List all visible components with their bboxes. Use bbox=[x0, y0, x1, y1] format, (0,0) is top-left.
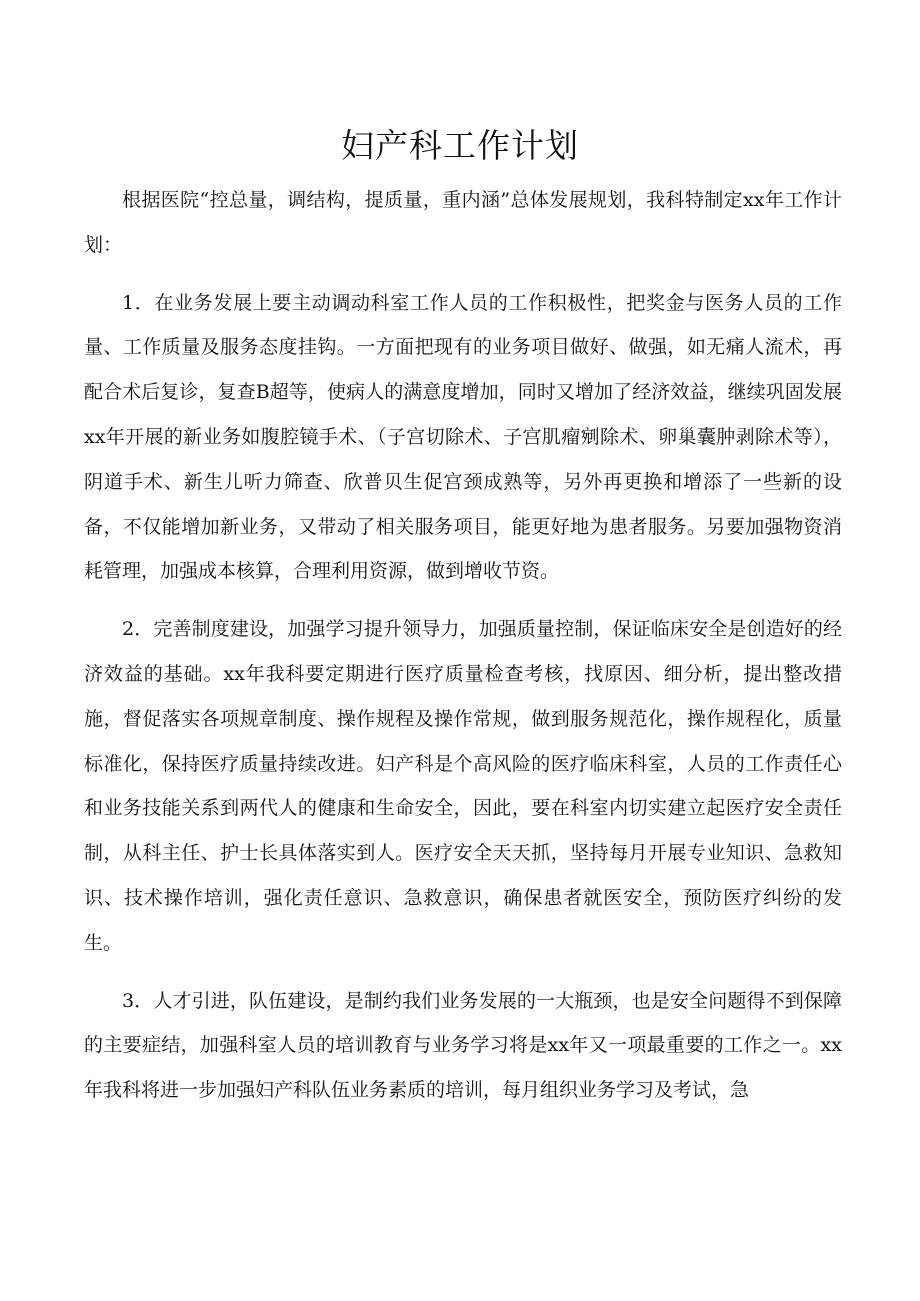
document-title: 妇产科工作计划 bbox=[341, 126, 579, 165]
intro-paragraph: 根据医院“控总量，调结构，提质量，重内涵”总体发展规划，我科特制定xx年工作计划： bbox=[84, 189, 842, 256]
section-1-paragraph: 1．在业务发展上要主动调动科室工作人员的工作积极性，把奖金与医务人员的工作量、工作质量及服务态度挂钩。一方面把现有的业务项目做好、做强，如无痛人流术，再配合术后复诊，复查B超等，使病人的满意度增加，同时又增加了经济效益，继续巩固发展xx年开展的新业务如腹腔镜手术、（子宫切除术、子宫肌瘤剜除术、卵巢囊肿剥除术等），阴道手术、新生儿听力筛查、欣普贝生促宫颈成熟等，另外再更换和增添了一些新的设备，不仅能增加新业务，又带动了相关服务项目，能更好地为患者服务。另要加强物资消耗管理，加强成本核算，合理利用资源，做到增收节资。 bbox=[84, 291, 842, 583]
section-3-paragraph: 3．人才引进，队伍建设，是制约我们业务发展的一大瓶颈，也是安全问题得不到保障的主要症结，加强科室人员的培训教育与业务学习将是xx年又一项最重要的工作之一。xx年我科将进一步加强妇产科队伍业务素质的培训，每月组织业务学习及考试，急 bbox=[84, 989, 842, 1102]
document-body bbox=[84, 178, 842, 1113]
section-2-paragraph: 2．完善制度建设，加强学习提升领导力，加强质量控制，保证临床安全是创造好的经济效益的基础。xx年我科要定期进行医疗质量检查考核，找原因、细分析，提出整改措施，督促落实各项规章制度、操作规程及操作常规，做到服务规范化，操作规程化，质量标准化，保持医疗质量持续改进。妇产科是个高风险的医疗临床科室，人员的工作责任心和业务技能关系到两代人的健康和生命安全，因此，要在科室内切实建立起医疗安全责任制，从科主任、护士长具体落实到人。医疗安全天天抓，坚持每月开展专业知识、急救知识、技术操作培训，强化责任意识、急救意识，确保患者就医安全，预防医疗纠纷的发生。 bbox=[84, 618, 842, 954]
